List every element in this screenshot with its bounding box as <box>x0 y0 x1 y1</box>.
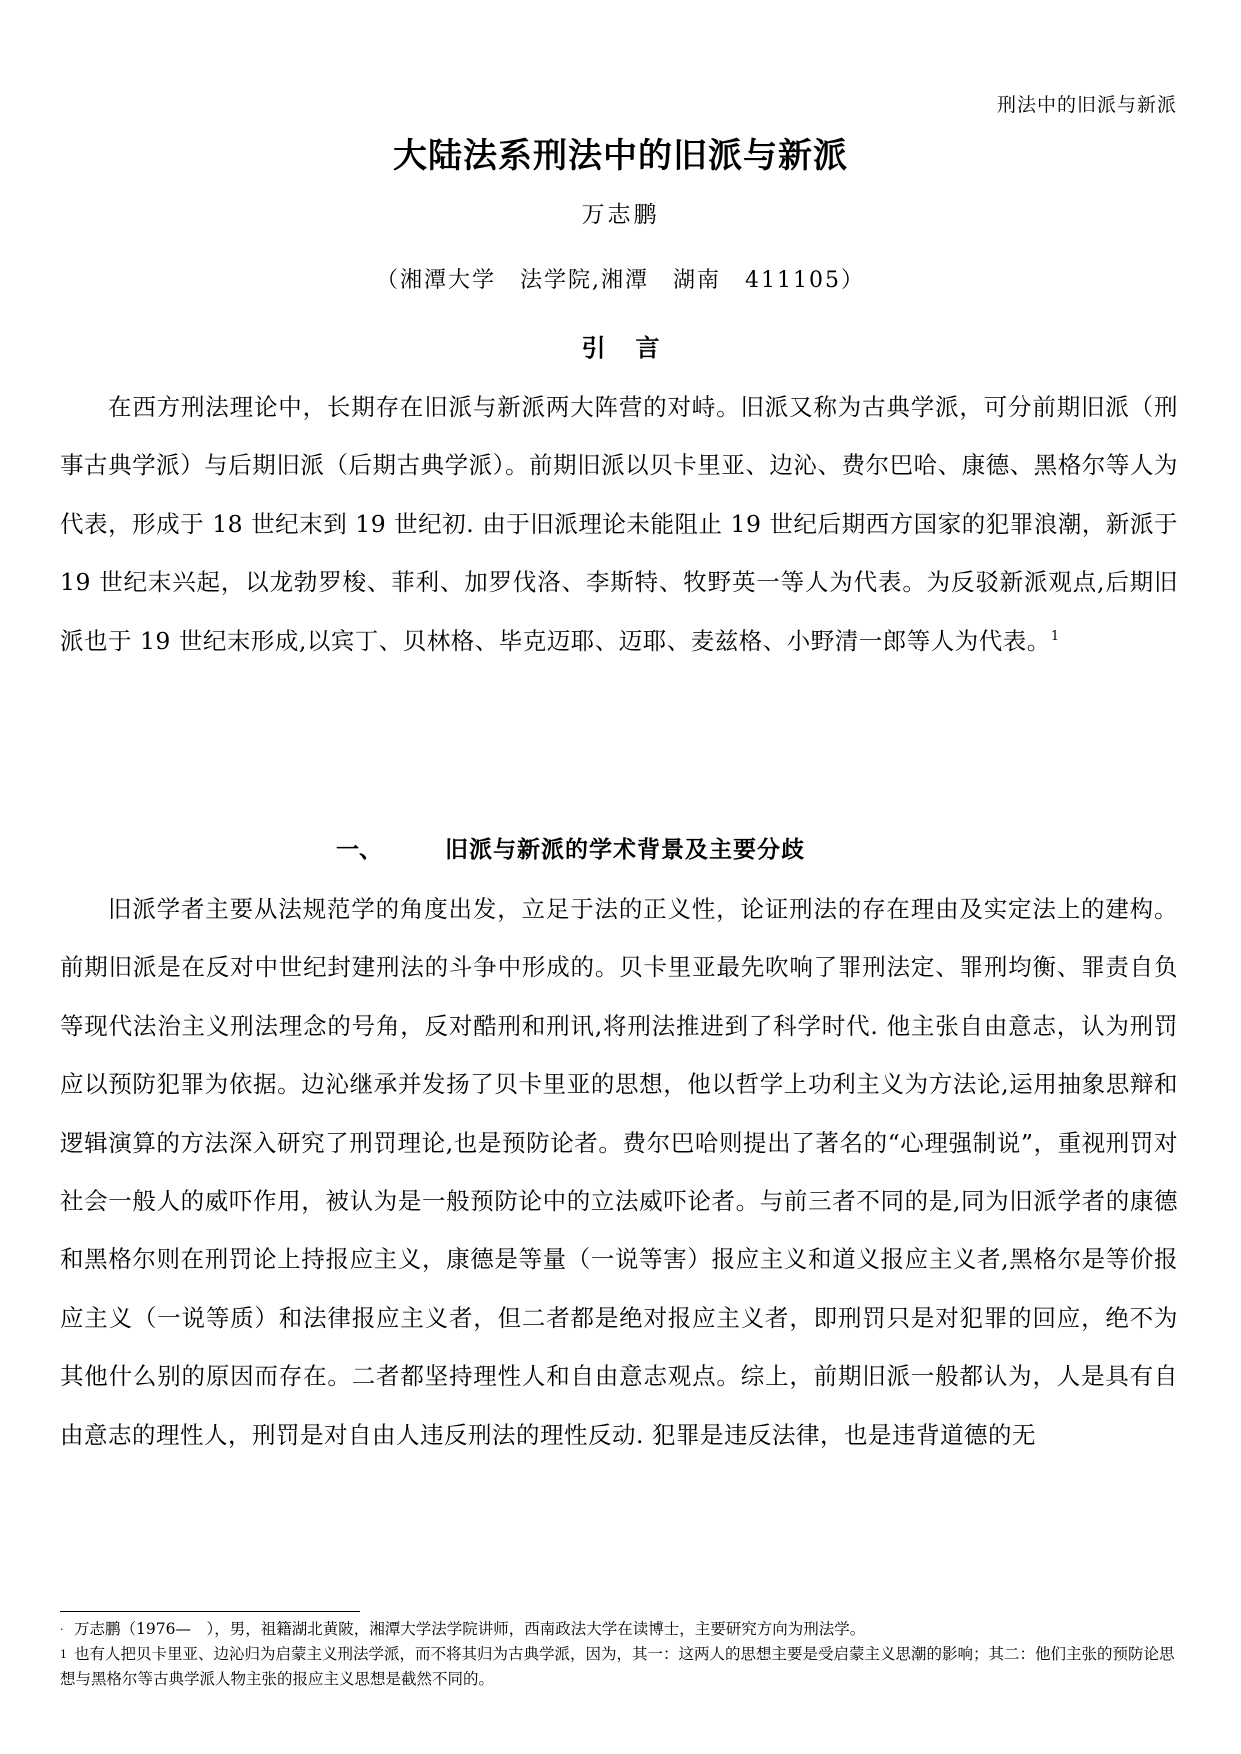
intro-paragraph-text: 在西方刑法理论中，长期存在旧派与新派两大阵营的对峙。旧派又称为古典学派，可分前期旧派（刑事古典学派）与后期旧派（后期古典学派）。前期旧派以贝卡里亚、边沁、费尔巴哈、康德、黑格尔等人为代表，形成于 18 世纪末到 19 世纪初. 由于旧派理论未能阻止 19 世纪后期西方国家的犯罪浪潮，新派于 19 世纪末兴起，以龙勃罗梭、菲利、加罗伐洛、李斯特、牧野英一等人为代表。为反驳新派观点,后期旧派也于 19 世纪末形成,以宾丁、贝林格、毕克迈耶、迈耶、麦兹格、小野清一郎等人为代表。 <box>60 393 1178 655</box>
section-1-paragraph: 旧派学者主要从法规范学的角度出发，立足于法的正义性，论证刑法的存在理由及实定法上的建构。前期旧派是在反对中世纪封建刑法的斗争中形成的。贝卡里亚最先吹响了罪刑法定、罪刑均衡、罪责自负等现代法治主义刑法理念的号角，反对酷刑和刑讯,将刑法推进到了科学时代. 他主张自由意志，认为刑罚应以预防犯罪为依据。边沁继承并发扬了贝卡里亚的思想，他以哲学上功利主义为方法论,运用抽象思辩和逻辑演算的方法深入研究了刑罚理论,也是预防论者。费尔巴哈则提出了著名的“心理强制说”，重视刑罚对社会一般人的威吓作用，被认为是一般预防论中的立法威吓论者。与前三者不同的是,同为旧派学者的康德和黑格尔则在刑罚论上持报应主义，康德是等量（一说等害）报应主义和道义报应主义者,黑格尔是等价报应主义（一说等质）和法律报应主义者，但二者都是绝对报应主义者，即刑罚只是对犯罪的回应，绝不为其他什么别的原因而存在。二者都坚持理性人和自由意志观点。综上，前期旧派一般都认为，人是具有自由意志的理性人，刑罚是对自由人违反刑法的理性反动. 犯罪是违反法律，也是违背道德的无 <box>60 895 1178 1449</box>
footnote-divider <box>60 1611 360 1612</box>
section-1-title: 旧派与新派的学术背景及主要分歧 <box>445 836 805 863</box>
running-header: 刑法中的旧派与新派 <box>996 94 1177 116</box>
author-name: 万志鹏 <box>581 202 660 228</box>
article-title: 大陆法系刑法中的旧派与新派 <box>393 136 848 176</box>
footnote-reference[interactable]: 1 <box>1050 628 1060 644</box>
footnote-author <box>60 1617 1180 1642</box>
intro-heading: 引言 <box>581 333 690 362</box>
footnotes <box>60 1617 1180 1692</box>
footnote-text: 万志鹏（1976— ），男，祖籍湖北黄陂，湘潭大学法学院讲师，西南政法大学在读博士，主要研究方向为刑法学。 <box>74 1620 866 1638</box>
section-1-number: 一、 <box>336 836 382 863</box>
intro-paragraph <box>60 378 1178 670</box>
footnote-text: 也有人把贝卡里亚、边沁归为启蒙主义刑法学派，而不将其归为古典学派，因为，其一：这两人的思想主要是受启蒙主义思潮的影响；其二：他们主张的预防论思想与黑格尔等古典学派人物主张的报应主义思想是截然不同的。 <box>60 1645 1175 1688</box>
footnote-mark: · <box>60 1623 64 1636</box>
footnote-mark: 1 <box>60 1648 67 1661</box>
footnote-1 <box>60 1642 1180 1692</box>
author-affiliation: （湘潭大学 法学院,湘潭 湖南 411105） <box>376 268 865 293</box>
